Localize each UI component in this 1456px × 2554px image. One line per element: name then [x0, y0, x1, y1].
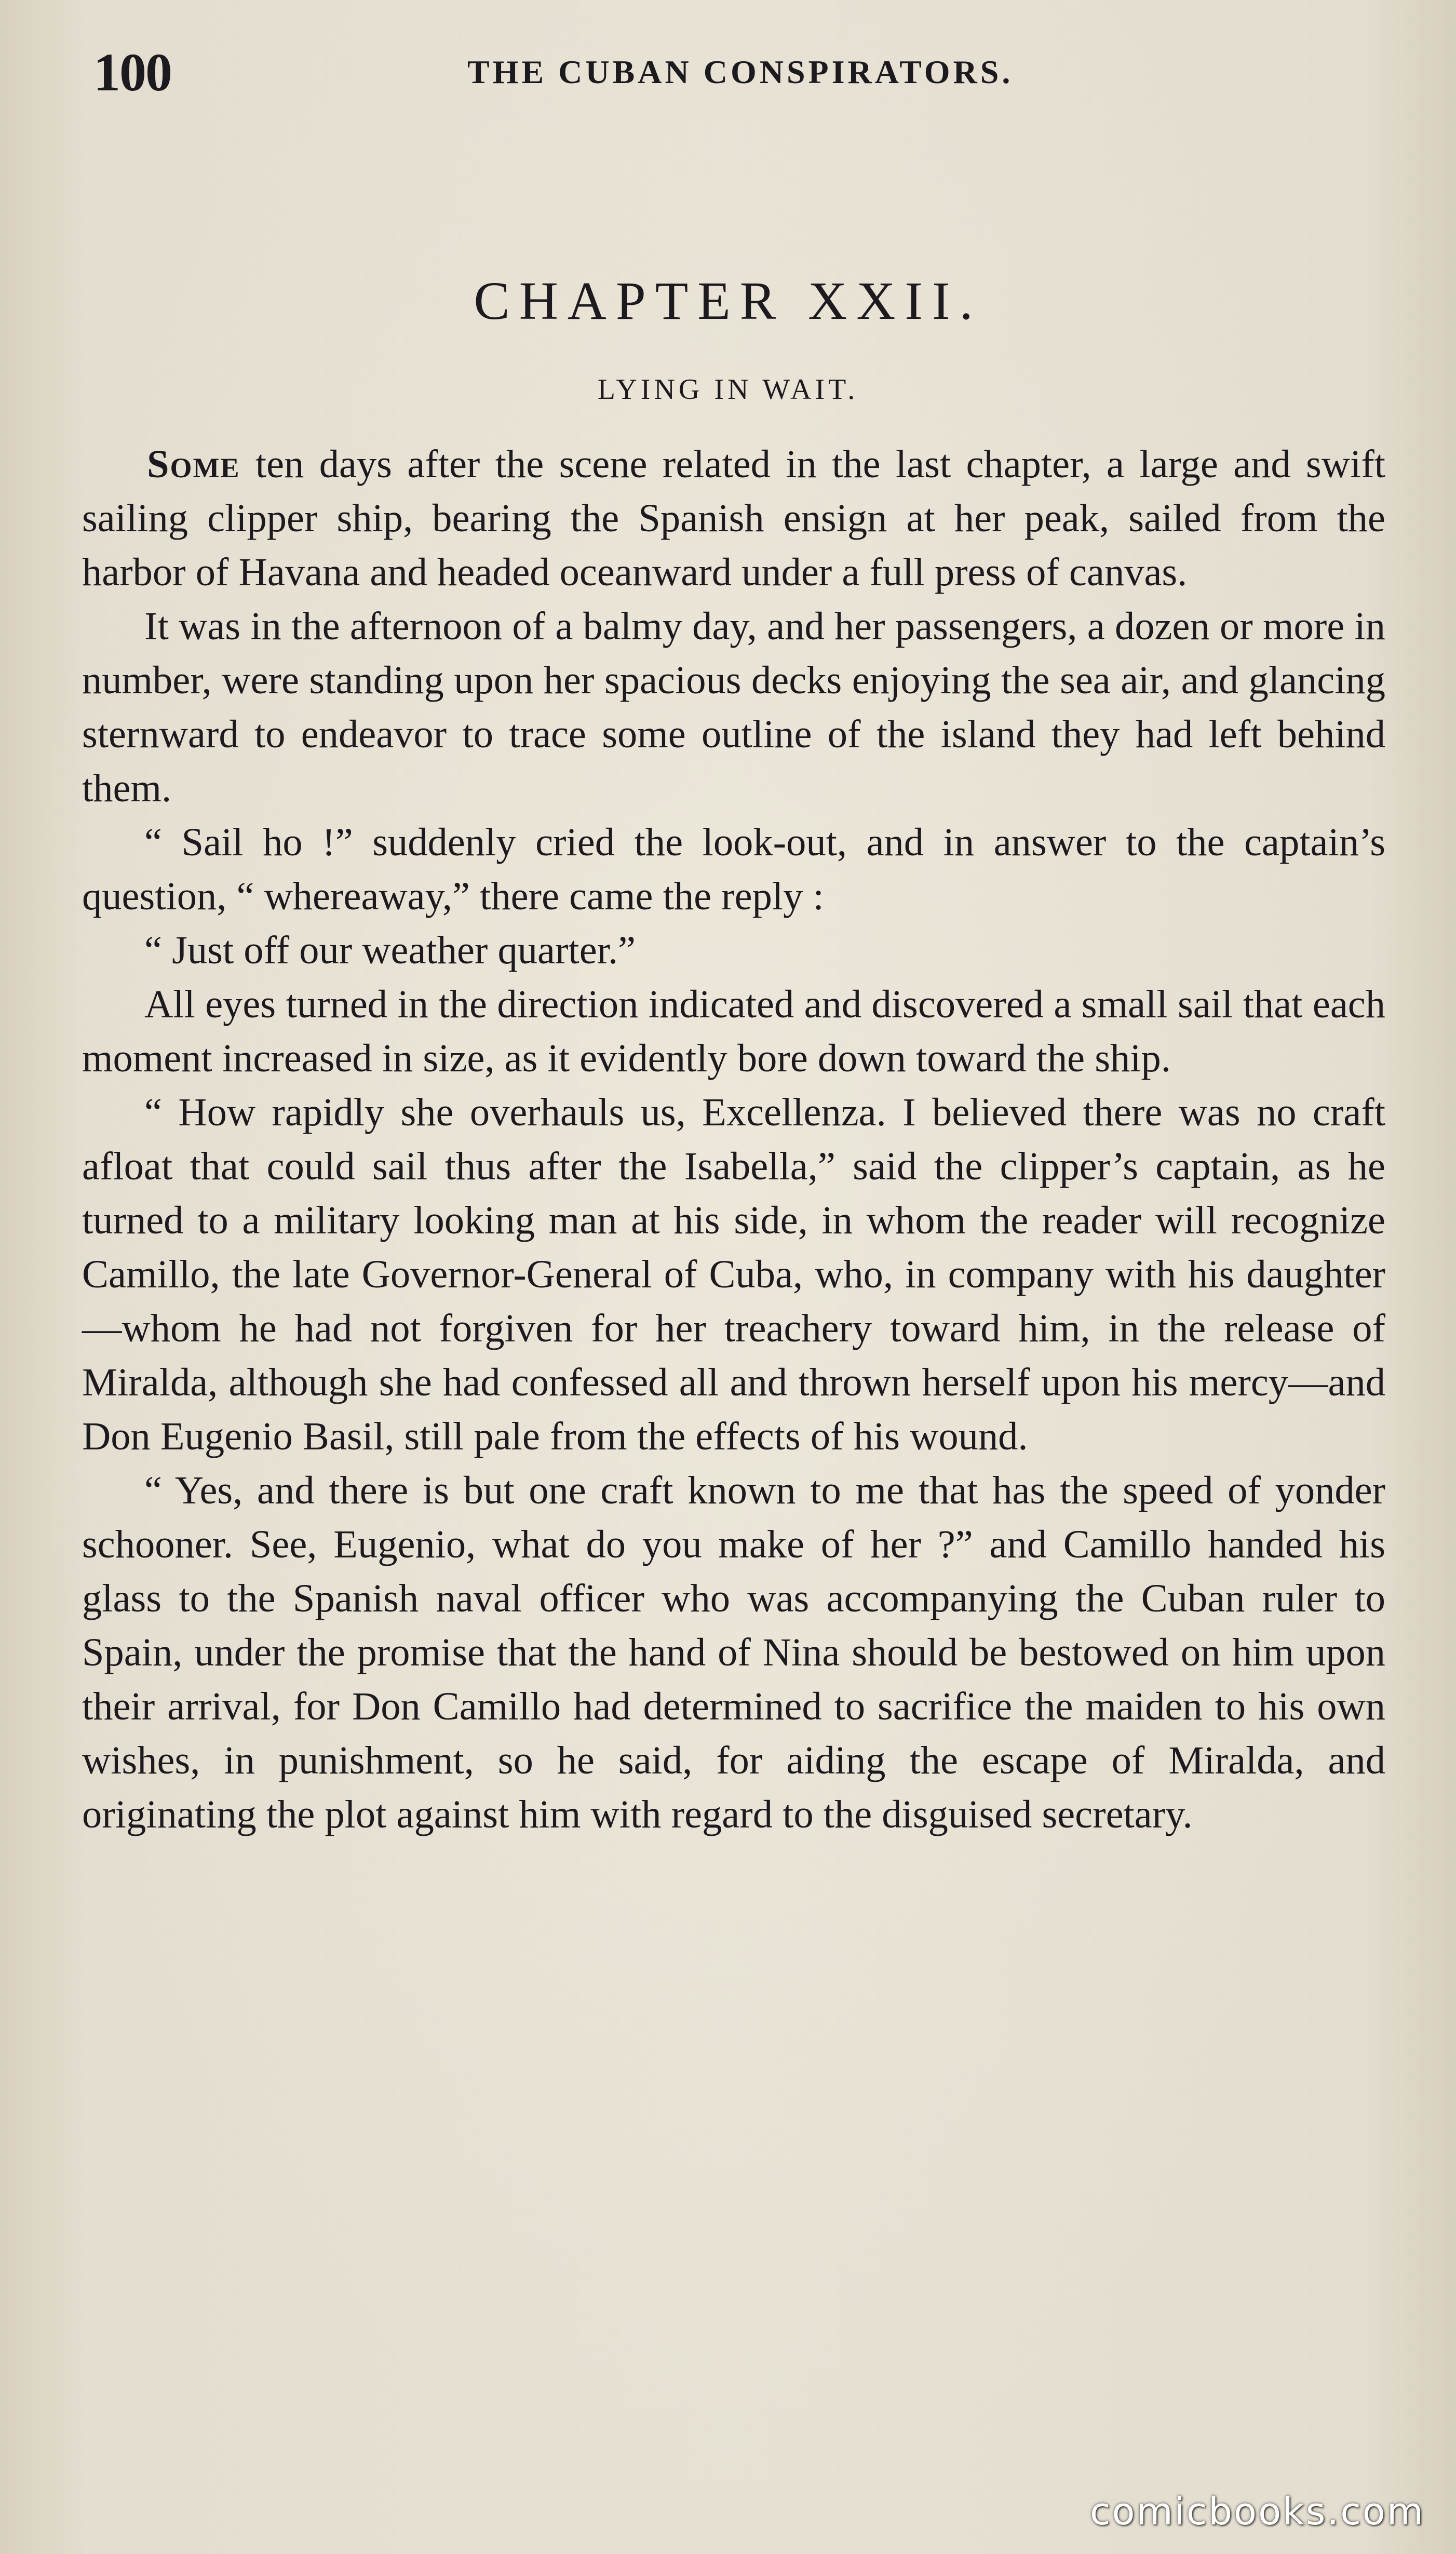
chapter-subtitle: LYING IN WAIT.: [597, 373, 859, 406]
paragraph: “ Just off our weather quarter.”: [144, 928, 636, 972]
paragraph: It was in the afternoon of a balmy day, and her passengers, a dozen or more in number, were standing upon her spacious decks enjoying the sea air, and glancing sternward to endeavor to trace some outline of the island they had left behind them.: [82, 604, 1385, 810]
watermark: comicbooks.com: [1089, 2490, 1425, 2533]
body-text: [82, 437, 1385, 1841]
paragraph: “ How rapidly she overhauls us, Excellenza. I believed there was no craft afloat that could sail thus after the Isabella,” said the clipper’s captain, as he turned to a military looking man at his side, in whom the reader will recognize Camillo, the late Governor-General of Cuba, who, in company with his daughter—whom he had not forgiven for her treachery toward him, in the release of Miralda, although she had confessed all and thrown herself upon his mercy—and Don Eugenio Basil, still pale from the effects of his wound.: [82, 1090, 1385, 1458]
chapter-title: CHAPTER XXII.: [474, 271, 982, 331]
paragraph: “ Yes, and there is but one craft known to me that has the speed of yonder schooner. See, Eugenio, what do you make of her ?” and Camillo handed his glass to the Spanish naval officer who was accompanying the Cuban ruler to Spain, under the promise that the hand of Nina should be bestowed on him upon their arrival, for Don Camillo had determined to sacrifice the maiden to his own wishes, in punishment, so he said, for aiding the escape of Miralda, and originating the plot against him with regard to the disguised secretary.: [82, 1468, 1385, 1836]
paragraph: [82, 437, 1385, 599]
paragraph-text: ten days after the scene related in the last chapter, a large and swift sailing clipper ship, bearing the Spanish ensign at her peak, sailed from the harbor of Havana and headed oceanward under a full press of canvas.: [82, 442, 1385, 594]
running-head: THE CUBAN CONSPIRATORS.: [467, 53, 1014, 90]
page-number: 100: [93, 43, 171, 102]
paragraph-lead-word: Some: [147, 442, 240, 486]
paragraph: All eyes turned in the direction indicated and discovered a small sail that each moment increased in size, as it evidently bore down toward the ship.: [82, 982, 1385, 1080]
page-header: [93, 42, 1444, 114]
paragraph: “ Sail ho !” suddenly cried the look-out, and in answer to the captain’s question, “ whereaway,” there came the reply :: [82, 820, 1385, 918]
